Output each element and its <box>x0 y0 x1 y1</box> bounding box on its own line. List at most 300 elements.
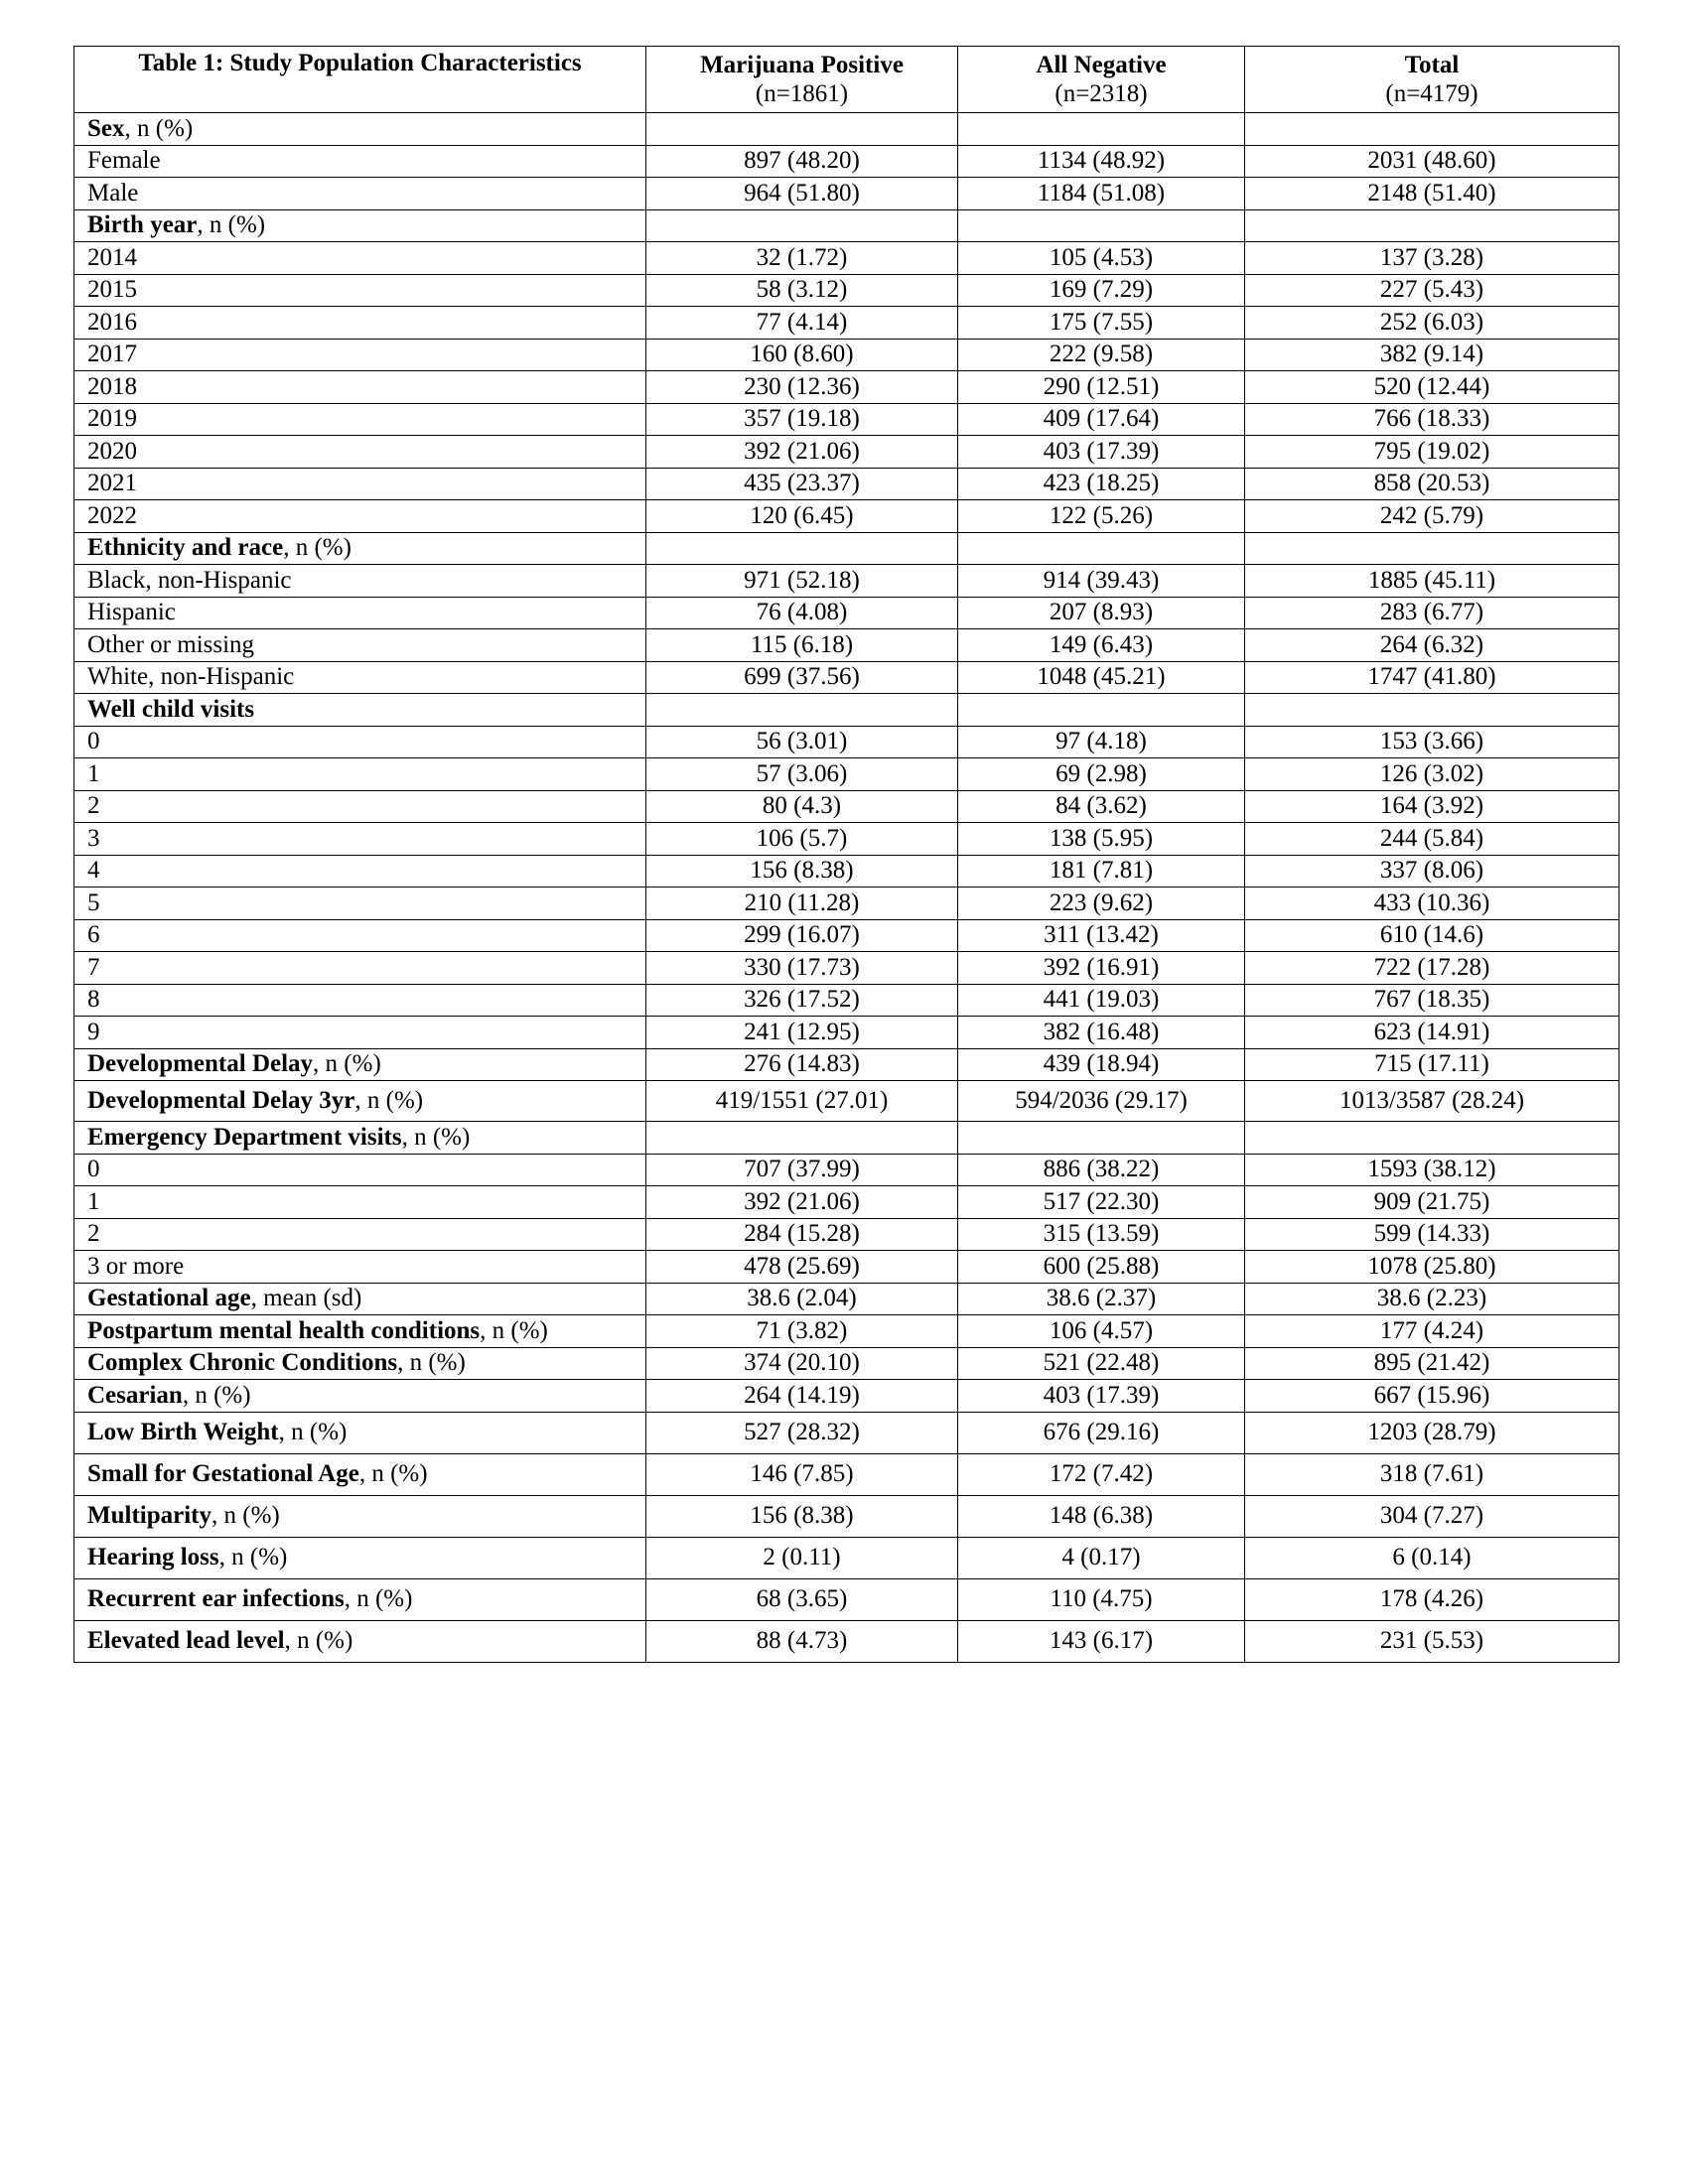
value-cell: 143 (6.17) <box>958 1620 1245 1662</box>
value-cell: 299 (16.07) <box>646 919 958 952</box>
value-cell: 1134 (48.92) <box>958 145 1245 178</box>
value-cell: 715 (17.11) <box>1245 1048 1619 1081</box>
value-cell <box>1245 1122 1619 1155</box>
row-label-suffix: , n (%) <box>358 1460 428 1487</box>
value-cell <box>646 532 958 565</box>
row-label-cell <box>74 919 646 952</box>
row-label: 0 <box>87 1156 100 1183</box>
table-header-row <box>74 47 1619 113</box>
row-label-cell <box>74 1154 646 1186</box>
value-cell: 1747 (41.80) <box>1245 661 1619 694</box>
value-cell: 148 (6.38) <box>958 1495 1245 1537</box>
row-label-cell <box>74 694 646 727</box>
value-cell: 76 (4.08) <box>646 597 958 629</box>
value-cell: 2148 (51.40) <box>1245 178 1619 210</box>
value-cell: 58 (3.12) <box>646 274 958 307</box>
row-label-cell <box>74 661 646 694</box>
row-label-cell <box>74 1283 646 1315</box>
table-row <box>74 403 1619 436</box>
row-label-cell <box>74 984 646 1017</box>
value-cell: 315 (13.59) <box>958 1218 1245 1251</box>
column-n: (n=1861) <box>755 80 849 107</box>
table-row <box>74 855 1619 887</box>
column-name: Total <box>1404 52 1460 78</box>
value-cell: 914 (39.43) <box>958 565 1245 598</box>
table-row <box>74 823 1619 856</box>
value-cell: 223 (9.62) <box>958 887 1245 920</box>
value-cell: 517 (22.30) <box>958 1186 1245 1219</box>
value-cell: 230 (12.36) <box>646 371 958 404</box>
value-cell: 1048 (45.21) <box>958 661 1245 694</box>
row-label-suffix: , n (%) <box>401 1123 471 1151</box>
value-cell: 766 (18.33) <box>1245 403 1619 436</box>
column-name: All Negative <box>1036 52 1167 78</box>
row-label-suffix: , n (%) <box>284 1627 353 1654</box>
value-cell: 6 (0.14) <box>1245 1537 1619 1578</box>
value-cell: 795 (19.02) <box>1245 436 1619 469</box>
value-cell <box>646 1122 958 1155</box>
table-body <box>74 113 1619 1663</box>
row-label: Developmental Delay <box>87 1050 314 1078</box>
value-cell: 1885 (45.11) <box>1245 565 1619 598</box>
table-row <box>74 209 1619 242</box>
value-cell: 264 (6.32) <box>1245 629 1619 662</box>
value-cell: 610 (14.6) <box>1245 919 1619 952</box>
value-cell: 382 (9.14) <box>1245 339 1619 371</box>
value-cell: 392 (21.06) <box>646 1186 958 1219</box>
value-cell: 392 (21.06) <box>646 436 958 469</box>
value-cell: 478 (25.69) <box>646 1251 958 1284</box>
value-cell: 964 (51.80) <box>646 178 958 210</box>
table-row <box>74 436 1619 469</box>
row-label: 2021 <box>87 470 137 497</box>
row-label-cell <box>74 1048 646 1081</box>
value-cell: 97 (4.18) <box>958 726 1245 758</box>
value-cell: 178 (4.26) <box>1245 1578 1619 1620</box>
table-row <box>74 694 1619 727</box>
row-label: Sex <box>87 114 125 142</box>
value-cell: 68 (3.65) <box>646 1578 958 1620</box>
row-label-cell <box>74 274 646 307</box>
value-cell: 122 (5.26) <box>958 500 1245 533</box>
row-label-cell <box>74 1495 646 1537</box>
value-cell: 276 (14.83) <box>646 1048 958 1081</box>
value-cell <box>646 209 958 242</box>
value-cell: 722 (17.28) <box>1245 952 1619 985</box>
row-label-cell <box>74 468 646 500</box>
value-cell: 374 (20.10) <box>646 1347 958 1380</box>
value-cell: 56 (3.01) <box>646 726 958 758</box>
table-title-cell <box>74 47 646 113</box>
table-row <box>74 500 1619 533</box>
value-cell: 707 (37.99) <box>646 1154 958 1186</box>
row-label-cell <box>74 629 646 662</box>
table-row <box>74 1186 1619 1219</box>
value-cell: 210 (11.28) <box>646 887 958 920</box>
value-cell: 330 (17.73) <box>646 952 958 985</box>
table-row <box>74 1017 1619 1049</box>
row-label: 6 <box>87 921 100 949</box>
value-cell: 153 (3.66) <box>1245 726 1619 758</box>
row-label-cell <box>74 532 646 565</box>
value-cell: 284 (15.28) <box>646 1218 958 1251</box>
value-cell: 106 (4.57) <box>958 1315 1245 1348</box>
row-label: 8 <box>87 986 100 1014</box>
table-row <box>74 468 1619 500</box>
value-cell: 164 (3.92) <box>1245 790 1619 823</box>
row-label-cell <box>74 1218 646 1251</box>
row-label-suffix: , n (%) <box>344 1585 413 1612</box>
value-cell: 767 (18.35) <box>1245 984 1619 1017</box>
value-cell: 971 (52.18) <box>646 565 958 598</box>
table-row <box>74 532 1619 565</box>
value-cell <box>1245 694 1619 727</box>
value-cell: 909 (21.75) <box>1245 1186 1619 1219</box>
value-cell: 149 (6.43) <box>958 629 1245 662</box>
row-label: 3 <box>87 824 100 852</box>
row-label-cell <box>74 565 646 598</box>
row-label-cell <box>74 823 646 856</box>
table-row <box>74 565 1619 598</box>
row-label-cell <box>74 113 646 146</box>
value-cell: 71 (3.82) <box>646 1315 958 1348</box>
table-row <box>74 887 1619 920</box>
row-label-cell <box>74 887 646 920</box>
value-cell: 337 (8.06) <box>1245 855 1619 887</box>
table-row <box>74 952 1619 985</box>
row-label-cell <box>74 242 646 275</box>
value-cell: 175 (7.55) <box>958 307 1245 340</box>
row-label: 5 <box>87 888 100 916</box>
value-cell: 160 (8.60) <box>646 339 958 371</box>
table-row <box>74 1453 1619 1495</box>
row-label-cell <box>74 597 646 629</box>
value-cell: 242 (5.79) <box>1245 500 1619 533</box>
table-row <box>74 1495 1619 1537</box>
value-cell: 594/2036 (29.17) <box>958 1081 1245 1122</box>
row-label-suffix: , n (%) <box>124 114 194 142</box>
row-label: Hispanic <box>87 599 176 626</box>
value-cell: 623 (14.91) <box>1245 1017 1619 1049</box>
value-cell: 699 (37.56) <box>646 661 958 694</box>
row-label-cell <box>74 1315 646 1348</box>
row-label: Small for Gestational Age <box>87 1460 359 1487</box>
value-cell: 231 (5.53) <box>1245 1620 1619 1662</box>
value-cell: 88 (4.73) <box>646 1620 958 1662</box>
row-label: Hearing loss <box>87 1544 219 1570</box>
row-label-cell <box>74 1017 646 1049</box>
row-label-cell <box>74 1081 646 1122</box>
value-cell: 106 (5.7) <box>646 823 958 856</box>
row-label: Male <box>87 179 139 206</box>
row-label-cell <box>74 339 646 371</box>
table-title: Table 1: Study Population Characteristics <box>138 50 582 76</box>
row-label: Cesarian <box>87 1381 183 1409</box>
row-label-cell <box>74 371 646 404</box>
row-label-cell <box>74 1578 646 1620</box>
column-name: Marijuana Positive <box>700 52 904 78</box>
value-cell <box>958 113 1245 146</box>
value-cell: 318 (7.61) <box>1245 1453 1619 1495</box>
value-cell: 419/1551 (27.01) <box>646 1081 958 1122</box>
row-label: 3 or more <box>87 1252 185 1280</box>
row-label-suffix: , n (%) <box>211 1502 280 1529</box>
table-row <box>74 919 1619 952</box>
row-label: Emergency Department visits <box>87 1123 402 1151</box>
row-label: 7 <box>87 953 100 981</box>
value-cell: 84 (3.62) <box>958 790 1245 823</box>
value-cell: 264 (14.19) <box>646 1380 958 1413</box>
value-cell: 115 (6.18) <box>646 629 958 662</box>
row-label: 1 <box>87 759 100 787</box>
table-row <box>74 1251 1619 1284</box>
value-cell: 886 (38.22) <box>958 1154 1245 1186</box>
value-cell: 77 (4.14) <box>646 307 958 340</box>
row-label: Gestational age <box>87 1285 251 1312</box>
row-label: Other or missing <box>87 630 255 658</box>
table-row <box>74 790 1619 823</box>
value-cell: 1078 (25.80) <box>1245 1251 1619 1284</box>
value-cell: 177 (4.24) <box>1245 1315 1619 1348</box>
row-label: Low Birth Weight <box>87 1419 279 1445</box>
value-cell: 403 (17.39) <box>958 1380 1245 1413</box>
table-row <box>74 274 1619 307</box>
value-cell: 439 (18.94) <box>958 1048 1245 1081</box>
value-cell <box>1245 209 1619 242</box>
table-row <box>74 1315 1619 1348</box>
table-row <box>74 1218 1619 1251</box>
row-label: 0 <box>87 728 100 755</box>
row-label-cell <box>74 726 646 758</box>
value-cell <box>958 532 1245 565</box>
row-label: White, non-Hispanic <box>87 663 295 691</box>
value-cell: 326 (17.52) <box>646 984 958 1017</box>
value-cell: 311 (13.42) <box>958 919 1245 952</box>
value-cell: 69 (2.98) <box>958 758 1245 791</box>
value-cell: 1593 (38.12) <box>1245 1154 1619 1186</box>
value-cell: 433 (10.36) <box>1245 887 1619 920</box>
row-label-cell <box>74 855 646 887</box>
row-label: 2015 <box>87 276 137 304</box>
value-cell: 2 (0.11) <box>646 1537 958 1578</box>
value-cell: 521 (22.48) <box>958 1347 1245 1380</box>
value-cell: 156 (8.38) <box>646 1495 958 1537</box>
table-row <box>74 758 1619 791</box>
row-label-cell <box>74 145 646 178</box>
row-label-cell <box>74 178 646 210</box>
row-label: Multiparity <box>87 1502 211 1529</box>
value-cell: 252 (6.03) <box>1245 307 1619 340</box>
value-cell: 1203 (28.79) <box>1245 1412 1619 1453</box>
row-label-cell <box>74 436 646 469</box>
row-label: Birth year <box>87 211 198 239</box>
row-label: Recurrent ear infections <box>87 1585 345 1612</box>
row-label-cell <box>74 500 646 533</box>
value-cell: 676 (29.16) <box>958 1412 1245 1453</box>
row-label-suffix: , n (%) <box>218 1544 288 1570</box>
row-label-suffix: , n (%) <box>283 534 352 562</box>
value-cell: 4 (0.17) <box>958 1537 1245 1578</box>
row-label: 2014 <box>87 243 137 271</box>
row-label-cell <box>74 952 646 985</box>
row-label: 2 <box>87 1220 100 1248</box>
row-label-cell <box>74 1186 646 1219</box>
value-cell: 435 (23.37) <box>646 468 958 500</box>
value-cell: 858 (20.53) <box>1245 468 1619 500</box>
value-cell: 409 (17.64) <box>958 403 1245 436</box>
value-cell: 527 (28.32) <box>646 1412 958 1453</box>
value-cell: 441 (19.03) <box>958 984 1245 1017</box>
row-label-cell <box>74 307 646 340</box>
row-label: Postpartum mental health conditions <box>87 1316 481 1344</box>
value-cell: 423 (18.25) <box>958 468 1245 500</box>
row-label: Black, non-Hispanic <box>87 566 292 594</box>
value-cell: 207 (8.93) <box>958 597 1245 629</box>
table-row <box>74 1620 1619 1662</box>
table-row <box>74 1380 1619 1413</box>
row-label-cell <box>74 1453 646 1495</box>
value-cell: 146 (7.85) <box>646 1453 958 1495</box>
table-row <box>74 113 1619 146</box>
value-cell: 241 (12.95) <box>646 1017 958 1049</box>
column-n: (n=4179) <box>1385 80 1478 107</box>
row-label: Elevated lead level <box>87 1627 285 1654</box>
value-cell: 38.6 (2.04) <box>646 1283 958 1315</box>
study-characteristics-table <box>73 46 1619 1663</box>
value-cell: 403 (17.39) <box>958 436 1245 469</box>
value-cell: 599 (14.33) <box>1245 1218 1619 1251</box>
row-label-suffix: , n (%) <box>278 1419 348 1445</box>
row-label-suffix: , n (%) <box>197 211 266 239</box>
value-cell: 222 (9.58) <box>958 339 1245 371</box>
table-row <box>74 726 1619 758</box>
table-row <box>74 242 1619 275</box>
value-cell: 181 (7.81) <box>958 855 1245 887</box>
row-label: 2 <box>87 792 100 820</box>
value-cell <box>1245 113 1619 146</box>
value-cell: 105 (4.53) <box>958 242 1245 275</box>
value-cell: 38.6 (2.23) <box>1245 1283 1619 1315</box>
value-cell: 1013/3587 (28.24) <box>1245 1081 1619 1122</box>
table-row <box>74 1537 1619 1578</box>
value-cell: 357 (19.18) <box>646 403 958 436</box>
value-cell: 172 (7.42) <box>958 1453 1245 1495</box>
value-cell: 80 (4.3) <box>646 790 958 823</box>
value-cell: 290 (12.51) <box>958 371 1245 404</box>
value-cell: 110 (4.75) <box>958 1578 1245 1620</box>
value-cell: 283 (6.77) <box>1245 597 1619 629</box>
value-cell <box>646 113 958 146</box>
row-label: Developmental Delay 3yr <box>87 1087 355 1114</box>
row-label: Well child visits <box>87 695 255 723</box>
value-cell: 392 (16.91) <box>958 952 1245 985</box>
value-cell: 895 (21.42) <box>1245 1347 1619 1380</box>
row-label: 2016 <box>87 308 137 336</box>
value-cell: 156 (8.38) <box>646 855 958 887</box>
table-row <box>74 984 1619 1017</box>
row-label-cell <box>74 1380 646 1413</box>
value-cell <box>1245 532 1619 565</box>
row-label: 2022 <box>87 501 137 529</box>
column-header-total <box>1245 47 1619 113</box>
row-label-suffix: , n (%) <box>182 1381 251 1409</box>
table-row <box>74 661 1619 694</box>
row-label-cell <box>74 403 646 436</box>
row-label-cell <box>74 1251 646 1284</box>
value-cell: 169 (7.29) <box>958 274 1245 307</box>
row-label: 9 <box>87 1018 100 1045</box>
table-row <box>74 1122 1619 1155</box>
value-cell: 32 (1.72) <box>646 242 958 275</box>
row-label-suffix: , n (%) <box>354 1087 424 1114</box>
row-label: Complex Chronic Conditions <box>87 1349 398 1377</box>
value-cell: 126 (3.02) <box>1245 758 1619 791</box>
table-row <box>74 1347 1619 1380</box>
value-cell: 227 (5.43) <box>1245 274 1619 307</box>
column-header-marijuana-positive <box>646 47 958 113</box>
row-label-cell <box>74 1620 646 1662</box>
value-cell: 897 (48.20) <box>646 145 958 178</box>
table-row <box>74 1081 1619 1122</box>
row-label-suffix: , n (%) <box>313 1050 381 1078</box>
value-cell <box>646 694 958 727</box>
value-cell: 120 (6.45) <box>646 500 958 533</box>
row-label: Ethnicity and race <box>87 534 284 562</box>
row-label: 1 <box>87 1187 100 1215</box>
row-label-cell <box>74 1347 646 1380</box>
table-row <box>74 629 1619 662</box>
row-label: 2018 <box>87 372 137 400</box>
value-cell: 520 (12.44) <box>1245 371 1619 404</box>
table-row <box>74 1283 1619 1315</box>
value-cell <box>958 1122 1245 1155</box>
value-cell: 38.6 (2.37) <box>958 1283 1245 1315</box>
value-cell <box>958 694 1245 727</box>
table-row <box>74 307 1619 340</box>
row-label-suffix: , n (%) <box>480 1316 548 1344</box>
value-cell: 667 (15.96) <box>1245 1380 1619 1413</box>
table-row <box>74 1578 1619 1620</box>
table-row <box>74 1154 1619 1186</box>
table-row <box>74 1048 1619 1081</box>
row-label: Female <box>87 147 161 175</box>
value-cell: 1184 (51.08) <box>958 178 1245 210</box>
row-label: 2017 <box>87 341 137 368</box>
value-cell: 2031 (48.60) <box>1245 145 1619 178</box>
row-label: 2020 <box>87 437 137 465</box>
value-cell: 382 (16.48) <box>958 1017 1245 1049</box>
value-cell: 137 (3.28) <box>1245 242 1619 275</box>
table-row <box>74 178 1619 210</box>
column-header-all-negative <box>958 47 1245 113</box>
value-cell: 57 (3.06) <box>646 758 958 791</box>
row-label-suffix: , n (%) <box>397 1349 466 1377</box>
table-row <box>74 597 1619 629</box>
row-label-suffix: , mean (sd) <box>250 1285 362 1312</box>
table-row <box>74 339 1619 371</box>
value-cell: 138 (5.95) <box>958 823 1245 856</box>
row-label-cell <box>74 758 646 791</box>
value-cell: 600 (25.88) <box>958 1251 1245 1284</box>
table-row <box>74 371 1619 404</box>
row-label: 4 <box>87 857 100 885</box>
value-cell: 304 (7.27) <box>1245 1495 1619 1537</box>
column-n: (n=2318) <box>1055 80 1148 107</box>
table-row <box>74 145 1619 178</box>
row-label-cell <box>74 209 646 242</box>
row-label-cell <box>74 790 646 823</box>
value-cell <box>958 209 1245 242</box>
